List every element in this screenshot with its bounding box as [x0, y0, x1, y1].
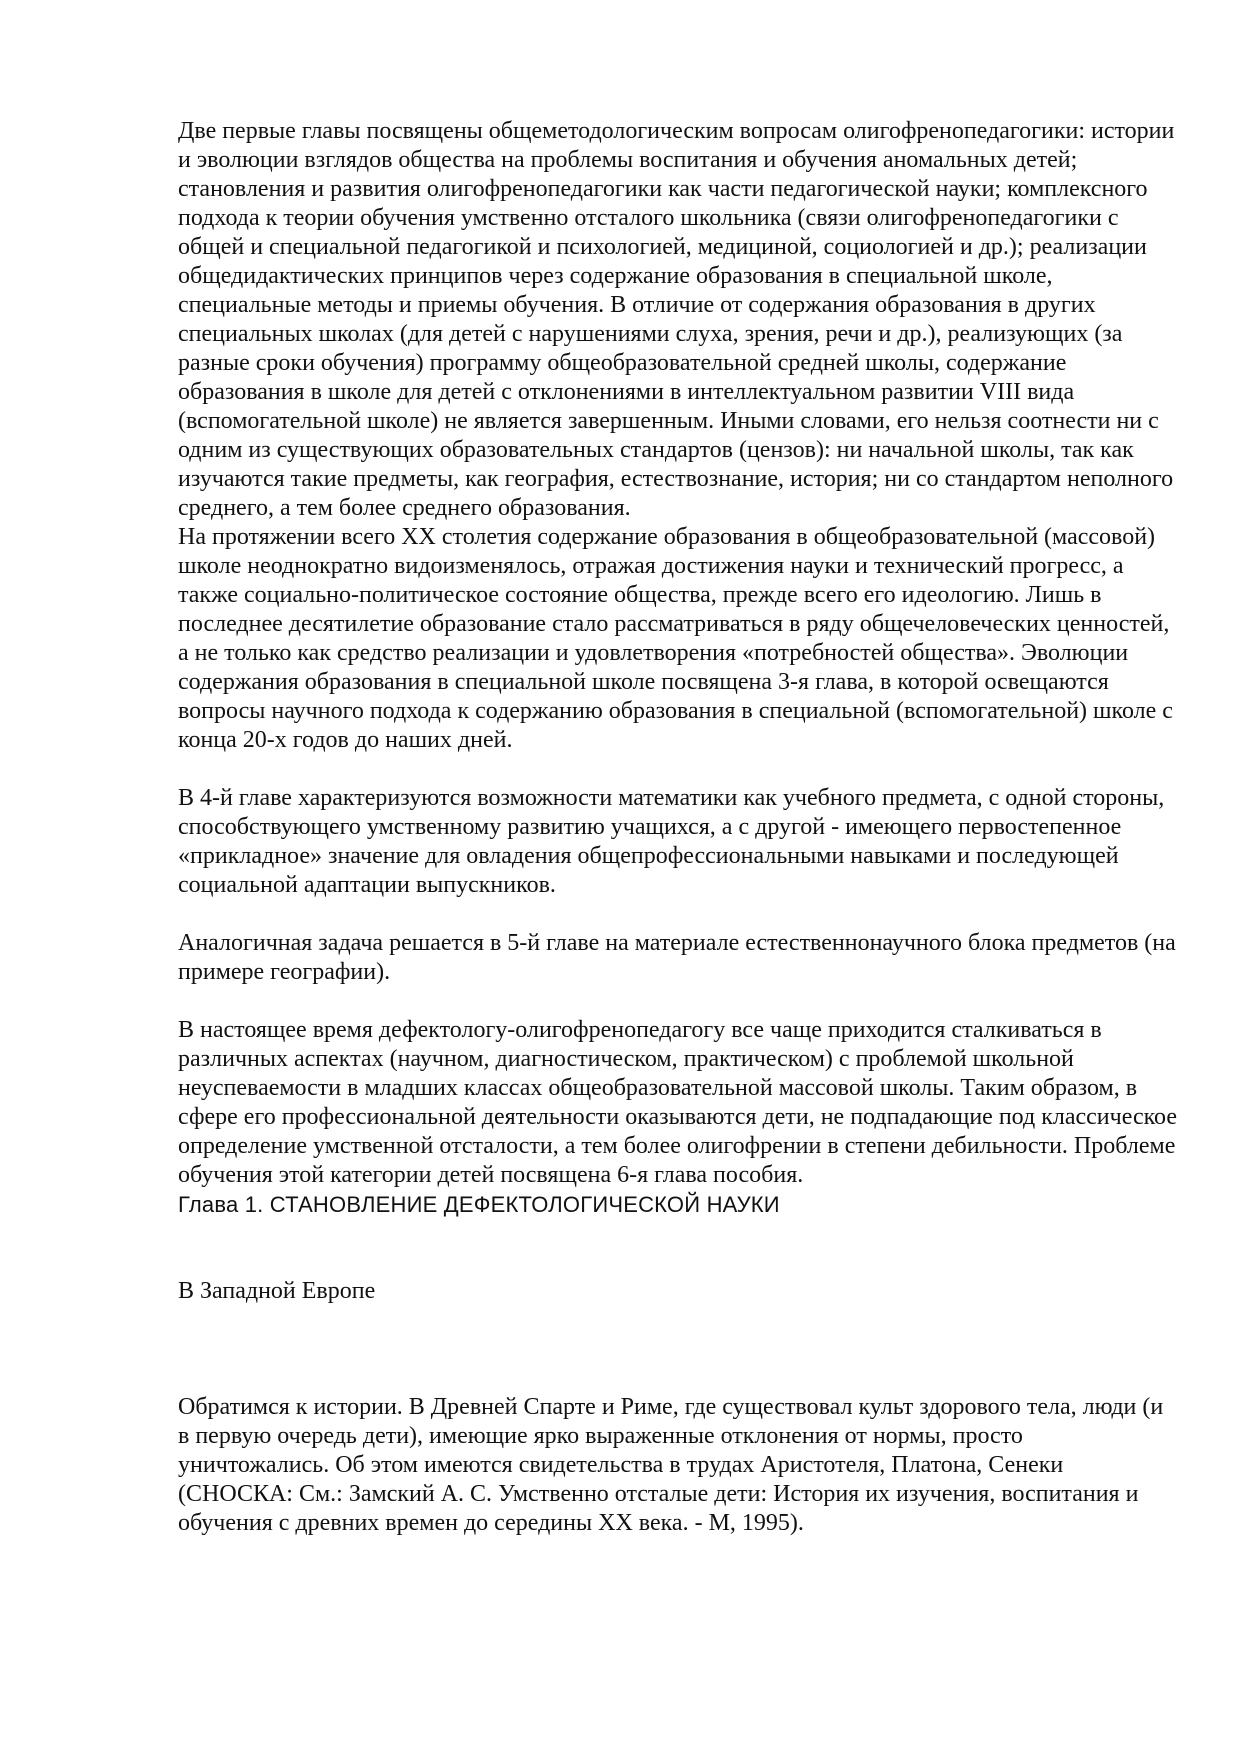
paragraph-spacer [178, 755, 1180, 784]
paragraph-spacer [178, 987, 1180, 1016]
paragraph-history: Обратимся к истории. В Древней Спарте и Риме, где существовал культ здорового тела, люди (и в первую очередь дети), имеющие ярко выраженные отклонения от нормы, просто уничтожались. Об этом имеются свидетельства в трудах Аристотеля, Платона, Сенеки (СНОСКА: См.: Замский А. С. Умственно отсталые дети: История их изучения, воспитания и обучения с древних времен до середины XX века. - М, 1995). [178, 1394, 1164, 1536]
section-heading: В Западной Европе [178, 1278, 376, 1304]
section-spacer [178, 1306, 1180, 1393]
paragraph-content-evolution: На протяжении всего XX столетия содержание образования в общеобразовательной (массовой) школе неоднократно видоизменялось, отражая достижения науки и технический прогресс, а также социально-политическое состояние общества, прежде всего его идеологию. Лишь в последнее десятилетие образование стало рассматриваться в ряду общечеловеческих ценностей, а не только как средство реализации и удовлетворения «потребностей общества». Эволюции содержания образования в специальной школе посвящена 3-я глава, в которой освещаются вопросы научного подхода к содержанию образования в специальной (вспомогательной) школе с конца 20-х годов до наших дней. [178, 524, 1173, 753]
paragraph-chapter-4: В 4-й главе характеризуются возможности математики как учебного предмета, с одной стороны, способствующего умственному развитию учащихся, а с другой - имеющего первостепенное «прикладное» значение для овладения общепрофессиональными навыками и последующей социальной адаптации выпускников. [178, 785, 1165, 898]
document-body [178, 117, 1180, 1538]
paragraph-chapter-6: В настоящее время дефектологу-олигофренопедагогу все чаще приходится сталкиваться в различных аспектах (научном, диагностическом, практическом) с проблемой школьной неуспеваемости в младших классах общеобразовательной массовой школы. Таким образом, в сфере его профессиональной деятельности оказываются дети, не подпадающие под классическое определение умственной отсталости, а тем более олигофрении в степени дебильности. Проблеме обучения этой категории детей посвящена 6-я глава пособия. [178, 1017, 1177, 1188]
paragraph-spacer [178, 900, 1180, 929]
chapter-heading: Глава 1. СТАНОВЛЕНИЕ ДЕФЕКТОЛОГИЧЕСКОЙ НАУКИ [178, 1192, 780, 1217]
paragraph-intro-chapters: Две первые главы посвящены общеметодологическим вопросам олигофренопедагогики: истории и эволюции взглядов общества на проблемы воспитания и обучения аномальных детей; становления и развития олигофренопедагогики как части педагогической науки; комплексного подхода к теории обучения умственно отсталого школьника (связи олигофренопедагогики с общей и специальной педагогикой и психологией, медициной, социологией и др.); реализации общедидактических принципов через содержание образования в специальной школе, специальные методы и приемы обучения. В отличие от содержания образования в других специальных школах (для детей с нарушениями слуха, зрения, речи и др.), реализующих (за разные сроки обучения) программу общеобразовательной средней школы, содержание образования в школе для детей с отклонениями в интеллектуальном развитии VIII вида (вспомогательной школе) не является завершенным. Иными словами, его нельзя соотнести ни с одним из существующих образовательных стандартов (цензов): ни начальной школы, так как изучаются такие предметы, как география, естествознание, история; ни со стандартом неполного среднего, а тем более среднего образования. [178, 118, 1175, 521]
paragraph-chapter-5: Аналогичная задача решается в 5-й главе на материале естественнонаучного блока предметов (на примере географии). [178, 930, 1176, 985]
heading-spacer [178, 1219, 1180, 1277]
